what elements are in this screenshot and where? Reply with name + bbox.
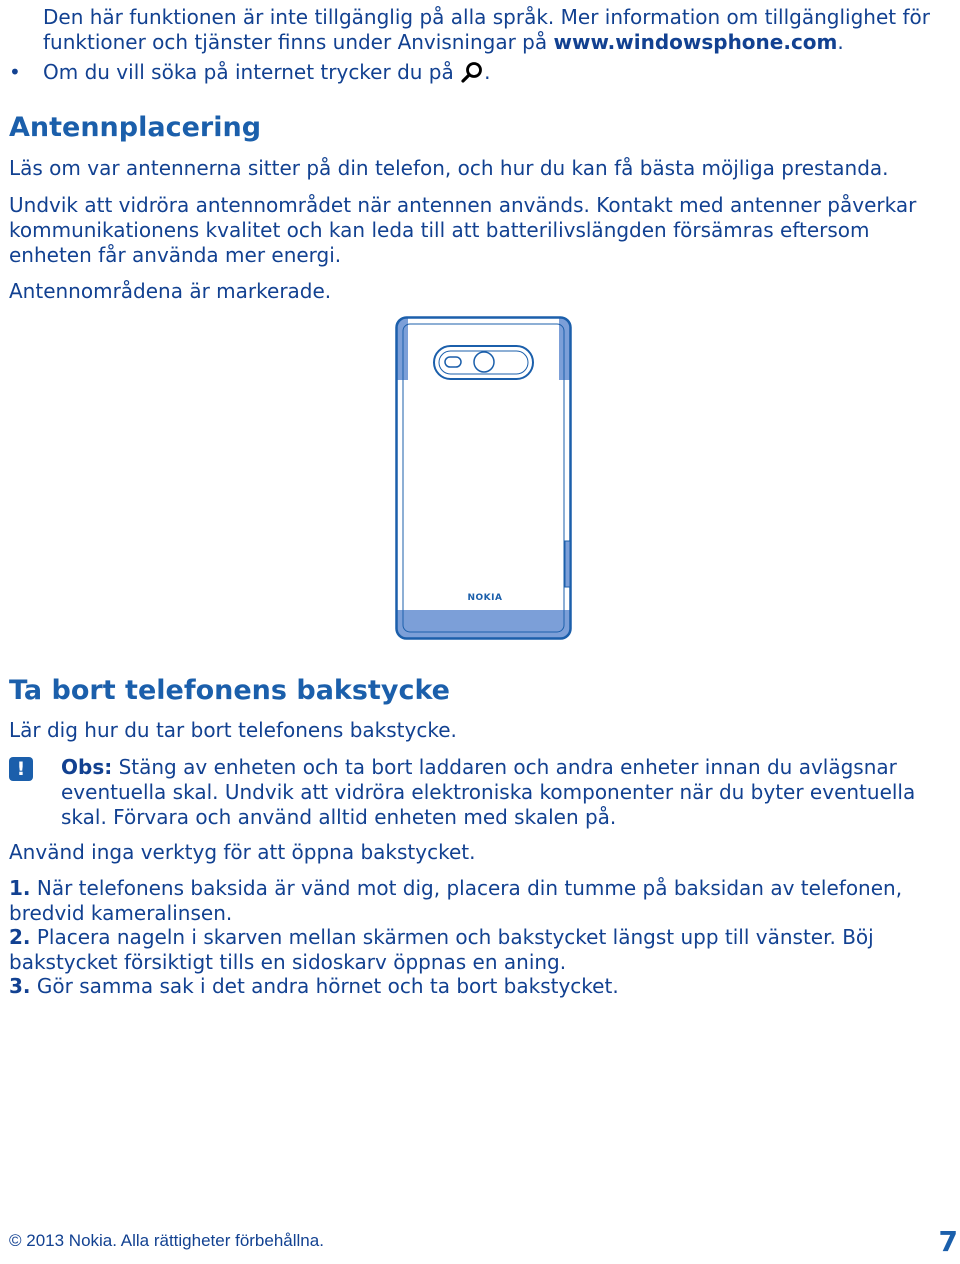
search-instruction: Om du vill söka på internet trycker du på . [43, 60, 491, 84]
note-label: Obs: [61, 755, 113, 779]
antenna-marked-note: Antennområdena är markerade. [9, 279, 332, 303]
antenna-heading: Antennplacering [9, 112, 262, 143]
back-cover-heading: Ta bort telefonens bakstycke [9, 675, 450, 706]
camera-lens [474, 352, 494, 372]
phone-back-illustration [395, 316, 572, 640]
side-button [565, 541, 570, 587]
antenna-intro: Läs om var antennerna sitter på din telefon, och hur du kan få bästa möjliga prestanda. [9, 156, 889, 180]
warning-icon: ! [9, 757, 33, 781]
antenna-warning: Undvik att vidröra antennområdet när antennen används. Kontakt med antenner påverkar kommunikationens kvalitet och kan leda till att batterilivslängden försämras eftersom enheten får använda mer energi. [9, 193, 917, 267]
windowsphone-link[interactable]: www.windowsphone.com [553, 30, 838, 54]
page-number: 7 [938, 1225, 958, 1258]
bullet-marker: • [9, 60, 21, 84]
step-number: 1. [9, 876, 31, 900]
step-3: 3. Gör samma sak i det andra hörnet och ta bort bakstycket. [9, 974, 619, 998]
step-1: 1. När telefonens baksida är vänd mot dig, placera din tumme på baksidan av telefonen, bredvid kameralinsen. [9, 876, 903, 925]
warning-note: Obs: Stäng av enheten och ta bort laddaren och andra enheter innan du avlägsnar eventuella skal. Undvik att vidröra elektroniska komponenter när du byter eventuella skal. Förvara och använd alltid enheten med skalen på. [61, 755, 916, 829]
copyright-footer: © 2013 Nokia. Alla rättigheter förbehållna. [9, 1231, 324, 1250]
step-2: 2. Placera nageln i skarven mellan skärmen och bakstycket längst upp till vänster. Böj bakstycket försiktigt tills en sidoskarv öppnas en aning. [9, 925, 874, 974]
phone-logo: NOKIA [467, 593, 503, 603]
back-cover-intro: Lär dig hur du tar bort telefonens bakstycke. [9, 718, 457, 742]
step-number: 2. [9, 925, 31, 949]
antenna-area-bottom [395, 610, 572, 640]
search-icon [460, 61, 484, 83]
language-availability-note: Den här funktionen är inte tillgänglig på alla språk. Mer information om tillgänglighet för funktioner och tjänster finns under Anvisningar på www.windowsphone.com. [43, 5, 930, 54]
tools-note: Använd inga verktyg för att öppna bakstycket. [9, 840, 476, 864]
step-number: 3. [9, 974, 31, 998]
